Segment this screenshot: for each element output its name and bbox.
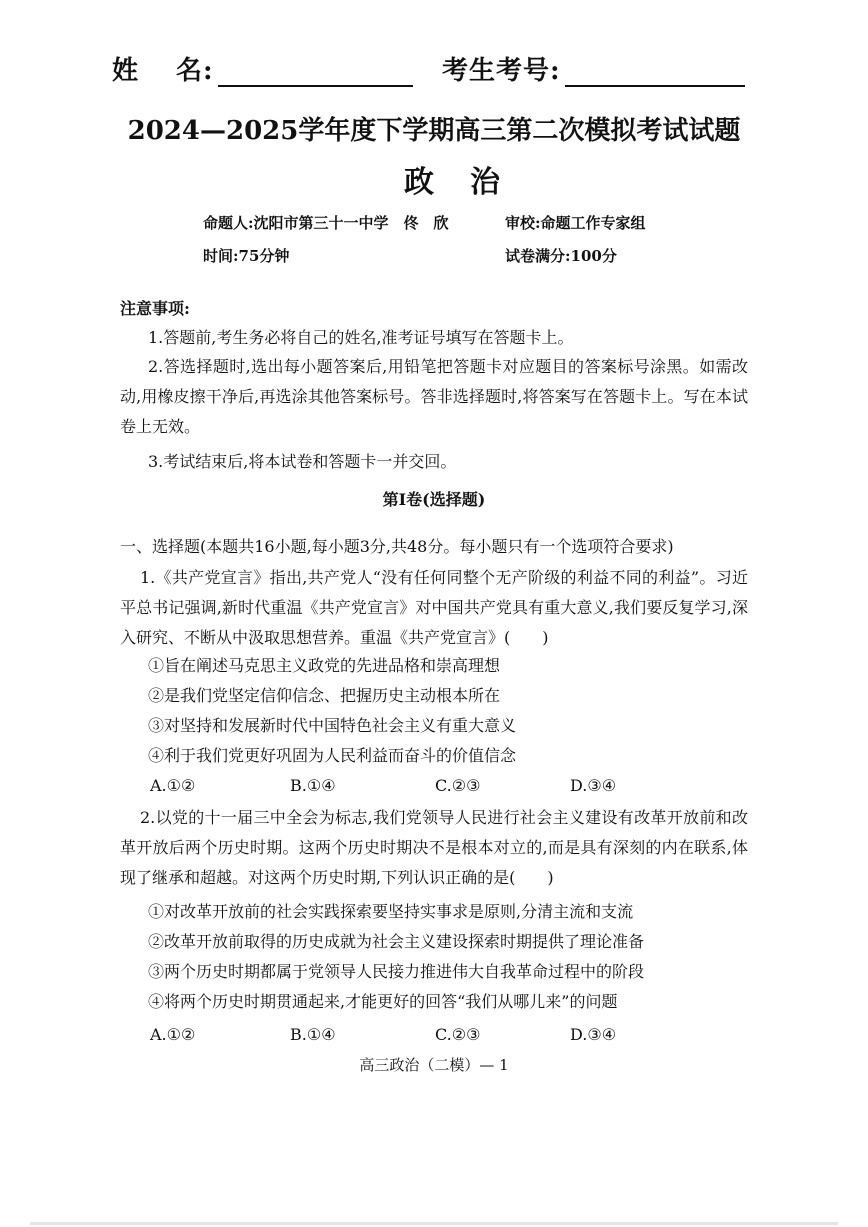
question-1-option: ②是我们党坚定信仰信念、把握历史主动根本所在	[148, 686, 501, 705]
section-description: 一、选择题(本题共16小题,每小题3分,共48分。每小题只有一个选项符合要求)	[120, 537, 674, 556]
section-title: 第Ⅰ卷(选择题)	[382, 490, 486, 509]
candidate-id-field	[442, 50, 745, 87]
candidate-id-blank-line[interactable]	[565, 59, 745, 87]
note-item: 3.考试结束后,将本试卷和答题卡一并交回。	[148, 452, 457, 471]
question-2-stem: 2.以党的十一届三中全会为标志,我们党领导人民进行社会主义建设有改革开放前和改革开放后两个历史时期。这两个历史时期决不是根本对立的,而是具有深刻的内在联系,体现了继承和超越。对这两个历史时期,下列认识正确的是( )	[120, 808, 748, 887]
choice-c[interactable]: C.②③	[435, 1025, 481, 1044]
scan-bottom-edge	[30, 1222, 838, 1225]
question-1-option: ①旨在阐述马克思主义政党的先进品格和崇高理想	[148, 656, 501, 675]
subject-title: 政治	[404, 165, 536, 200]
question-2-option: ②改革开放前取得的历史成就为社会主义建设探索时期提供了理论准备	[148, 932, 645, 951]
exam-title: 2024—2025学年度下学期高三第二次模拟考试试题	[127, 116, 741, 146]
question-2-option: ①对改革开放前的社会实践探索要坚持实事求是原则,分清主流和支流	[148, 902, 634, 921]
question-2-option: ④将两个历史时期贯通起来,才能更好的回答“我们从哪儿来”的问题	[148, 992, 618, 1011]
name-label: 姓 名:	[112, 56, 214, 86]
choice-a[interactable]: A.①②	[150, 776, 196, 795]
name-field	[112, 50, 413, 87]
choice-b[interactable]: B.①④	[290, 1025, 336, 1044]
question-1-stem: 1.《共产党宣言》指出,共产党人“没有任何同整个无产阶级的利益不同的利益”。习近平总书记强调,新时代重温《共产党宣言》对中国共产党具有重大意义,我们要反复学习,深入研究、不断从中汲取思想营养。重温《共产党宣言》( )	[120, 568, 748, 647]
notes-title: 注意事项:	[120, 299, 190, 318]
author-info: 命题人:沈阳市第三十一中学 佟 欣	[203, 214, 449, 232]
time-info: 时间:75分钟	[203, 247, 290, 265]
full-score-info: 试卷满分:100分	[505, 247, 617, 265]
candidate-id-label: 考生考号:	[442, 56, 561, 86]
page-footer: 高三政治（二模）— 1	[359, 1056, 509, 1074]
reviewer-info: 审校:命题工作专家组	[505, 214, 646, 232]
choice-d[interactable]: D.③④	[570, 776, 617, 795]
question-2-option: ③两个历史时期都属于党领导人民接力推进伟大自我革命过程中的阶段	[148, 962, 645, 981]
note-item: 1.答题前,考生务必将自己的姓名,准考证号填写在答题卡上。	[148, 328, 574, 347]
question-1-option: ③对坚持和发展新时代中国特色社会主义有重大意义	[148, 716, 517, 735]
choice-a[interactable]: A.①②	[150, 1025, 196, 1044]
note-item: 2.答选择题时,选出每小题答案后,用铅笔把答题卡对应题目的答案标号涂黑。如需改动,用橡皮擦干净后,再选涂其他答案标号。答非选择题时,将答案写在答题卡上。写在本试卷上无效。	[120, 357, 748, 436]
name-blank-line[interactable]	[218, 59, 413, 87]
question-1-option: ④利于我们党更好巩固为人民利益而奋斗的价值信念	[148, 746, 517, 765]
choice-d[interactable]: D.③④	[570, 1025, 617, 1044]
choice-b[interactable]: B.①④	[290, 776, 336, 795]
choice-c[interactable]: C.②③	[435, 776, 481, 795]
